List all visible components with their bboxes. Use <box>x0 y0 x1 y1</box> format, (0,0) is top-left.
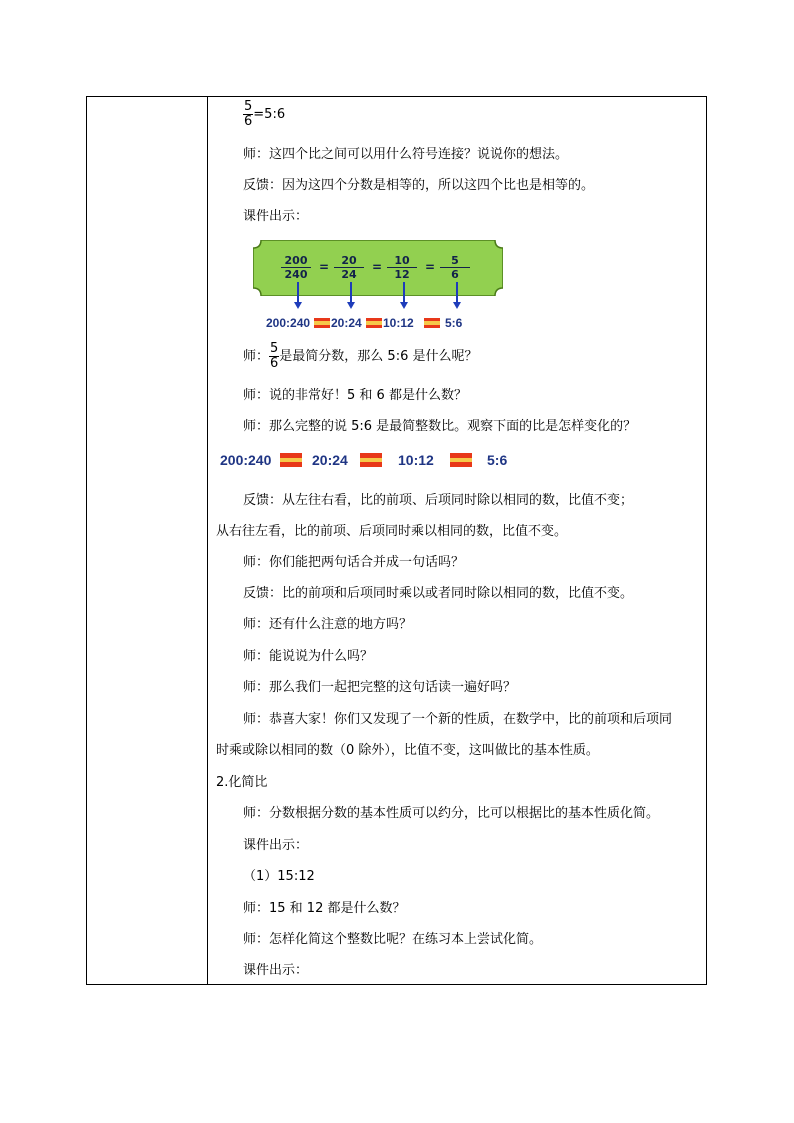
small-ratio-4: 5:6 <box>445 316 463 330</box>
large-ratio-4: 5:6 <box>487 452 508 468</box>
text-line-14: 师：恭喜大家！你们又发现了一个新的性质，在数学中，比的前项和后项同 <box>243 712 673 727</box>
text-line-1: 师：这四个比之间可以用什么符号连接？说说你的想法。 <box>243 147 569 162</box>
equal-fractions-ribbon <box>253 240 503 296</box>
text-line-13: 师：那么我们一起把完整的这句话读一遍好吗？ <box>243 680 517 695</box>
text-line-10: 反馈：比的前项和后项同时乘以或者同时除以相同的数，比值不变。 <box>243 586 634 601</box>
down-arrow-3 <box>403 282 405 303</box>
text-line-2: 反馈：因为这四个分数是相等的，所以这四个比也是相等的。 <box>243 178 595 193</box>
inline-fraction-numerator: 5 <box>270 341 279 356</box>
text-line-7: 反馈：从左往右看，比的前项、后项同时除以相同的数，比值不变； <box>243 493 634 508</box>
fraction-equation-rest: =5:6 <box>253 107 286 122</box>
fraction-five-sixths <box>243 100 253 129</box>
text-line-8: 从右往左看，比的前项、后项同时乘以相同的数，比值不变。 <box>216 524 568 539</box>
small-equal-sign-1 <box>314 318 330 328</box>
text-line-11: 师：还有什么注意的地方吗？ <box>243 617 413 632</box>
text-line-18: 课件出示： <box>243 838 309 853</box>
ribbon-fraction-3 <box>387 254 417 281</box>
text-line-9: 师：你们能把两句话合并成一句话吗？ <box>243 555 465 570</box>
text-line-6: 师：那么完整的说 5:6 是最简整数比。观察下面的比是怎样变化的？ <box>243 419 637 434</box>
text-line-4-prefix: 师： <box>243 349 270 364</box>
large-ratio-2: 20:24 <box>312 452 348 468</box>
down-arrow-4 <box>456 282 458 303</box>
down-arrow-3-head <box>400 302 408 309</box>
down-arrow-4-head <box>453 302 461 309</box>
text-line-12: 师：能说说为什么吗？ <box>243 649 374 664</box>
text-line-4-suffix: 是最简分数，那么 5:6 是什么呢？ <box>279 349 478 364</box>
ribbon-fraction-4 <box>440 254 470 281</box>
inline-fraction <box>269 342 279 371</box>
ribbon-equals-2: = <box>372 260 383 274</box>
ribbon-fraction-4-numerator: 5 <box>440 254 470 268</box>
text-line-20: 师：15 和 12 都是什么数？ <box>243 901 406 916</box>
ribbon-fraction-1-numerator: 200 <box>281 254 311 268</box>
fraction-equation-line <box>243 100 285 129</box>
down-arrow-1-head <box>294 302 302 309</box>
section-heading-simplify-ratio: 2.化简比 <box>216 775 268 790</box>
ribbon-fraction-2-denominator: 24 <box>341 268 357 281</box>
ribbon-fraction-2-numerator: 20 <box>334 254 364 268</box>
text-line-21: 师：怎样化简这个整数比呢？在练习本上尝试化简。 <box>243 932 543 947</box>
lesson-table <box>86 96 707 985</box>
down-arrow-1 <box>297 282 299 303</box>
ribbon-fraction-1-denominator: 240 <box>284 268 308 281</box>
text-line-17: 师：分数根据分数的基本性质可以约分，比可以根据比的基本性质化简。 <box>243 806 660 821</box>
ribbon-fraction-4-denominator: 6 <box>451 268 459 281</box>
text-line-4 <box>243 342 477 371</box>
ribbon-fraction-1 <box>281 254 311 281</box>
fraction-denominator: 6 <box>244 114 253 129</box>
large-ratio-1: 200:240 <box>220 452 272 468</box>
ribbon-fraction-3-denominator: 12 <box>394 268 410 281</box>
small-ratio-2: 20:24 <box>331 316 362 330</box>
table-column-divider <box>207 96 208 985</box>
large-ratio-3: 10:12 <box>398 452 434 468</box>
ribbon-fraction-2 <box>334 254 364 281</box>
text-line-3: 课件出示： <box>243 209 309 224</box>
fraction-numerator: 5 <box>244 99 253 114</box>
text-line-19: （1）15:12 <box>243 869 315 884</box>
small-ratio-3: 10:12 <box>383 316 414 330</box>
large-equal-sign-2 <box>360 453 382 467</box>
large-equal-sign-3 <box>450 453 472 467</box>
down-arrow-2-head <box>347 302 355 309</box>
down-arrow-2 <box>350 282 352 303</box>
small-equal-sign-3 <box>424 318 440 328</box>
inline-fraction-denominator: 6 <box>270 356 279 371</box>
ribbon-equals-1: = <box>319 260 330 274</box>
text-line-5: 师：说的非常好！5 和 6 都是什么数？ <box>243 388 467 403</box>
large-equal-sign-1 <box>280 453 302 467</box>
ribbon-equals-3: = <box>425 260 436 274</box>
small-equal-sign-2 <box>366 318 382 328</box>
ribbon-fraction-3-numerator: 10 <box>387 254 417 268</box>
small-ratio-1: 200:240 <box>266 316 311 330</box>
text-line-22: 课件出示： <box>243 963 309 978</box>
text-line-15: 时乘或除以相同的数（0 除外），比值不变，这叫做比的基本性质。 <box>216 743 599 758</box>
